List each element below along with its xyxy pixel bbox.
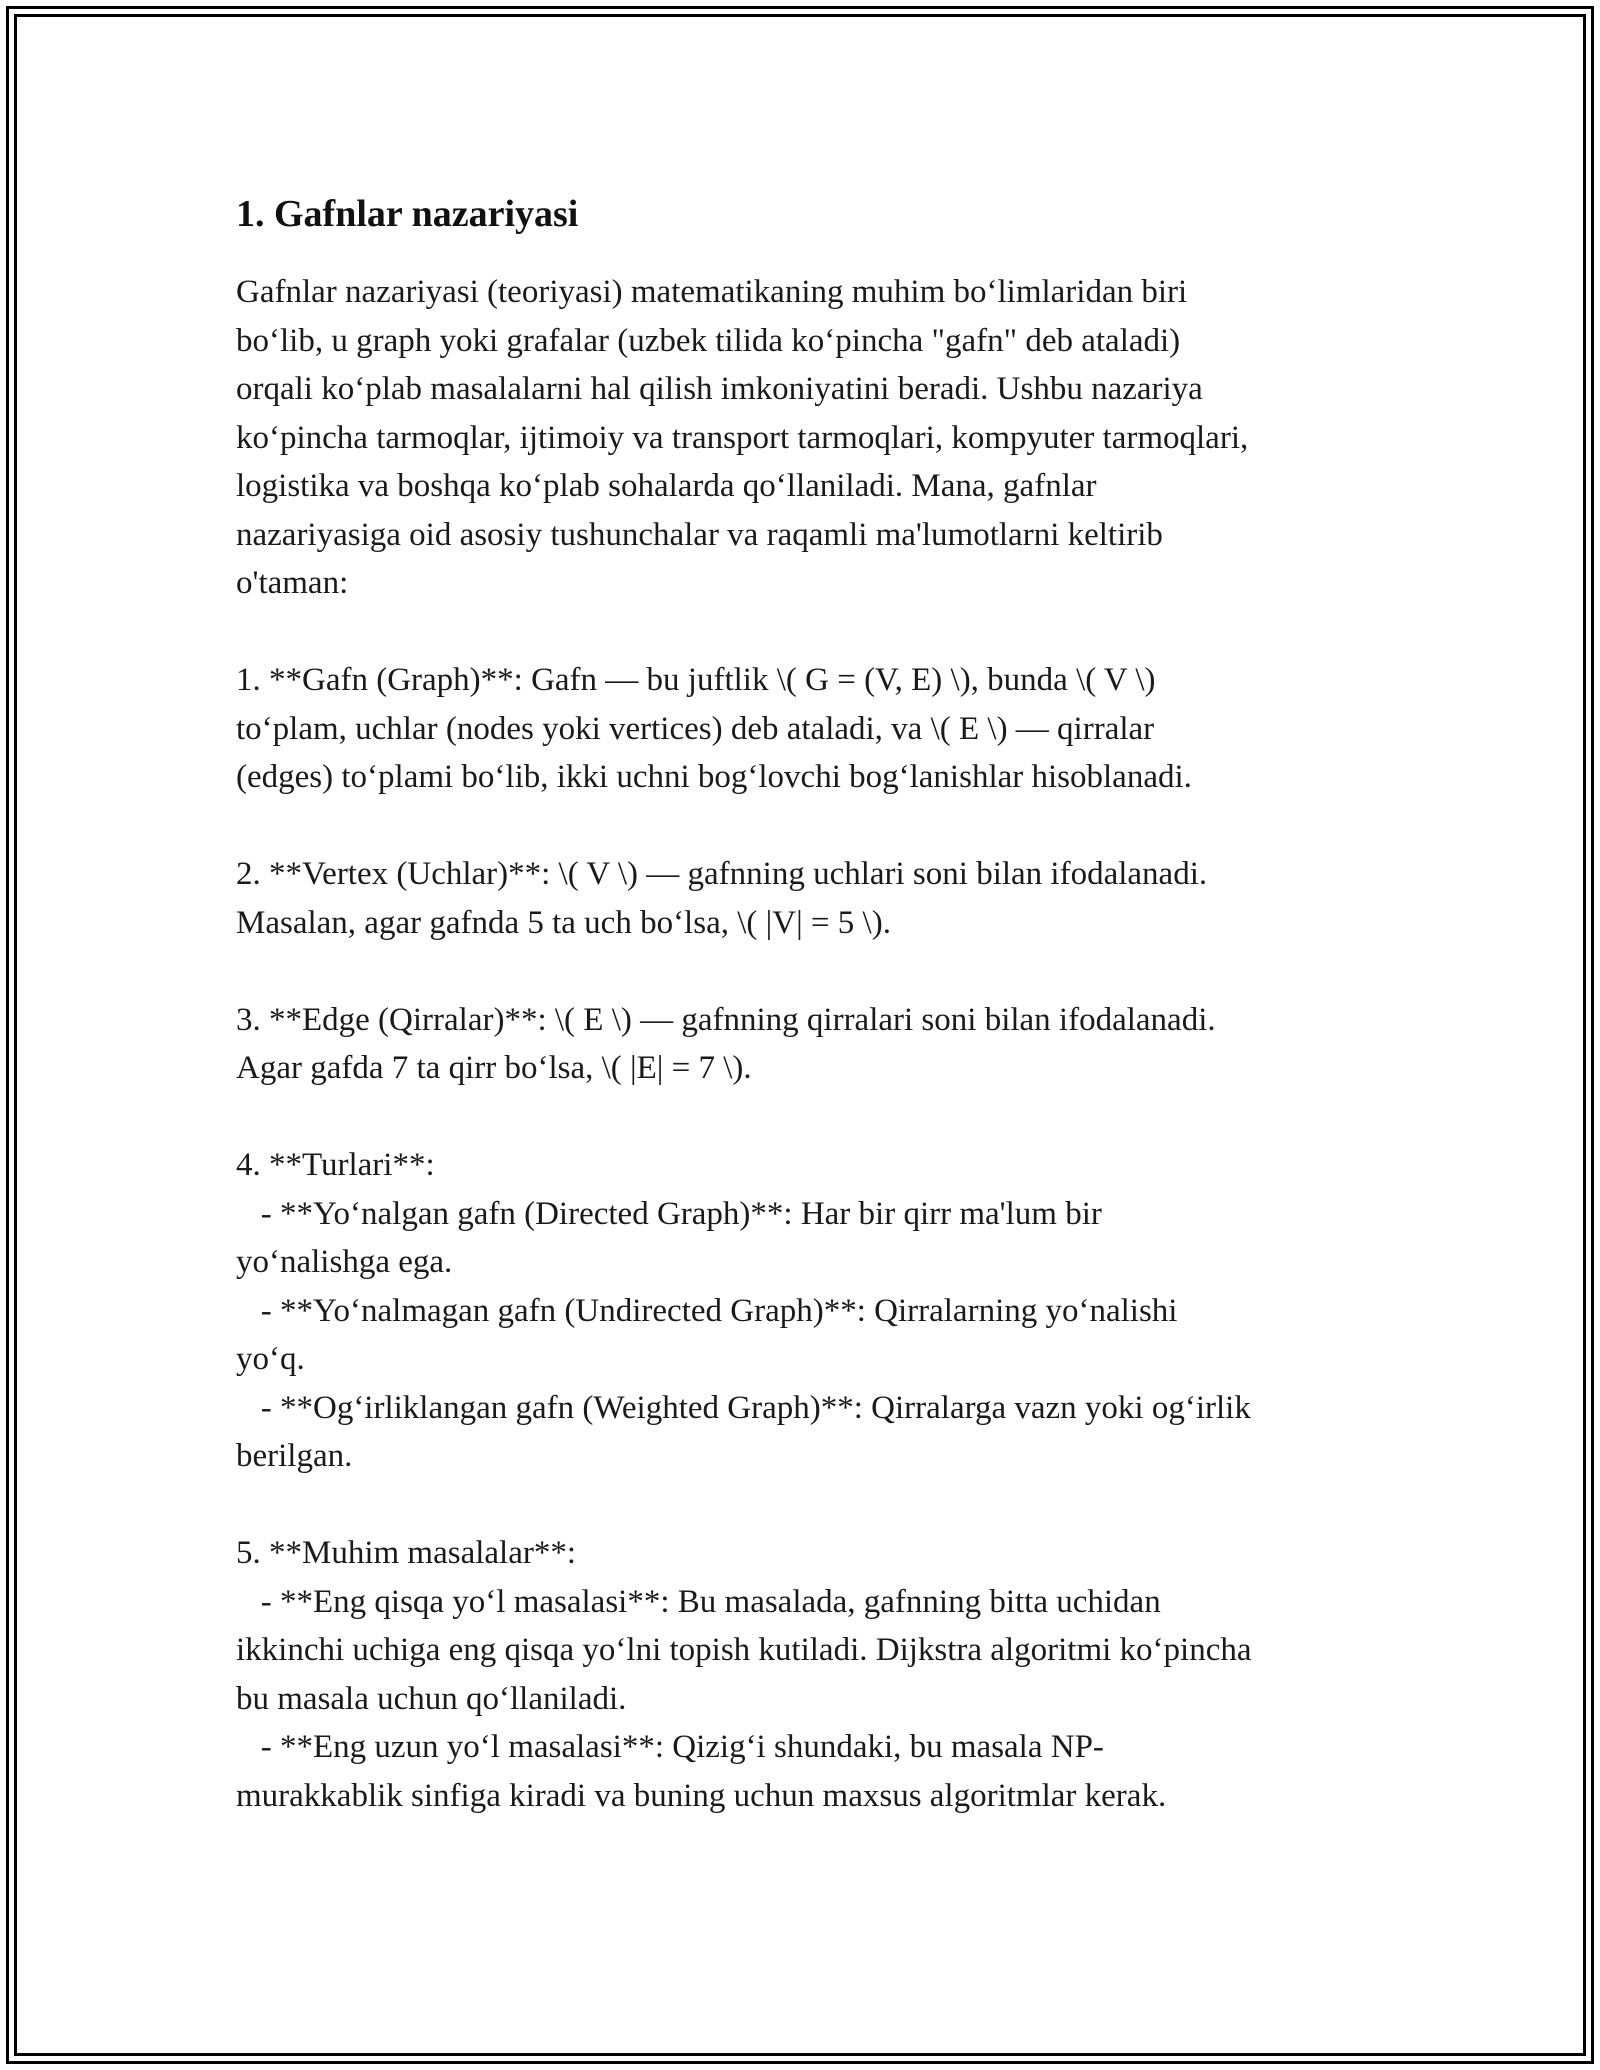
types-paragraph: 4. **Turlari**: - **Yo‘nalgan gafn (Directed Graph)**: Har bir qirr ma'lum bir yo‘nalishga ega. - **Yo‘nalmagan gafn (Undirected Graph)**: Qirralarning yo‘nalishi yo‘q. - **Og‘irliklangan gafn (Weighted Graph)**: Qirralarga vazn yoki og‘irlik berilgan. [236, 1147, 1251, 1474]
document-title: 1. Gafnlar nazariyasi [236, 193, 579, 235]
paragraph-gap [236, 1093, 1376, 1142]
document-page [236, 186, 1376, 1820]
intro-paragraph: Gafnlar nazariyasi (teoriyasi) matematikaning muhim bo‘limlaridan biri bo‘lib, u graph yoki grafalar (uzbek tilida ko‘pincha "gafn" deb ataladi) orqali ko‘plab masalalarni hal qilish imkoniyatini beradi. Ushbu nazariya ko‘pincha tarmoqlar, ijtimoiy va transport tarmoqlari, kompyuter tarmoqlari, logistika va boshqa ko‘plab sohalarda qo‘llaniladi. Mana, gafnlar nazariyasiga oid asosiy tushunchalar va raqamli ma'lumotlarni keltirib o'taman: [236, 274, 1249, 601]
paragraph-gap [236, 608, 1376, 657]
graph-definition-paragraph: 1. **Gafn (Graph)**: Gafn — bu juftlik \( G = (V, E) \), bunda \( V \) to‘plam, uchlar (nodes yoki vertices) deb ataladi, va \( E \) — qirralar (edges) to‘plami bo‘lib, ikki uchni bog‘lovchi bog‘lanishlar hisoblanadi. [236, 662, 1192, 795]
paragraph-gap [236, 802, 1376, 851]
vertex-paragraph: 2. **Vertex (Uchlar)**: \( V \) — gafnning uchlari soni bilan ifodalanadi. Masalan, agar gafnda 5 ta uch bo‘lsa, \( |V| = 5 \). [236, 856, 1208, 941]
paragraph-gap [236, 947, 1376, 996]
edge-paragraph: 3. **Edge (Qirralar)**: \( E \) — gafnning qirralari soni bilan ifodalanadi. Agar gafda 7 ta qirr bo‘lsa, \( |E| = 7 \). [236, 1001, 1216, 1086]
problems-paragraph: 5. **Muhim masalalar**: - **Eng qisqa yo‘l masalasi**: Bu masalada, gafnning bitta uchidan ikkinchi uchiga eng qisqa yo‘lni topish kutiladi. Dijkstra algoritmi ko‘pincha bu masala uchun qo‘llaniladi. - **Eng uzun yo‘l masalasi**: Qizig‘i shundaki, bu masala NP- murakkablik sinfiga kiradi va buning uchun maxsus algoritmlar kerak. [236, 1535, 1252, 1814]
paragraph-gap [236, 1481, 1376, 1530]
